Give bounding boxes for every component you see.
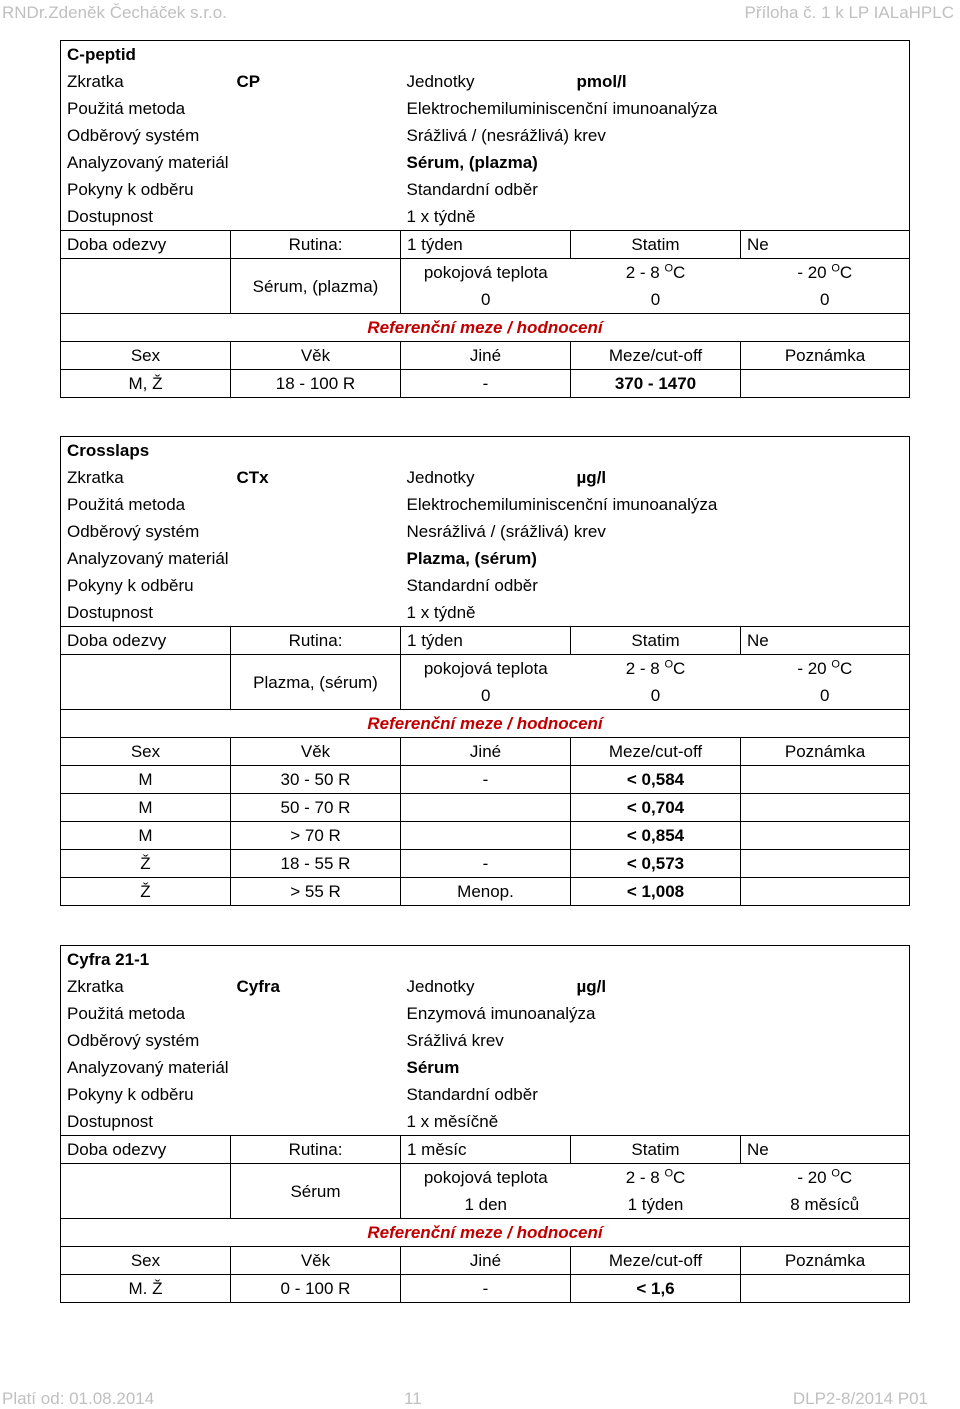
analyte-title: Cyfra 21-1	[61, 946, 401, 974]
ref-sex: Ž	[61, 878, 231, 906]
value-system: Srážlivá krev	[401, 1027, 910, 1054]
empty-cell	[61, 259, 231, 314]
analyte-table	[60, 436, 910, 906]
ref-cutoff: < 0,584	[571, 766, 741, 794]
ref-age: 0 - 100 R	[231, 1275, 401, 1303]
header-left: RNDr.Zdeněk Čecháček s.r.o.	[2, 3, 227, 22]
storage-material: Plazma, (sérum)	[231, 655, 401, 710]
value-availability: 1 x týdně	[401, 599, 910, 627]
ref-sex: Ž	[61, 850, 231, 878]
storage-room-temp-value: 1 den	[401, 1191, 571, 1219]
temp-unit: C	[839, 659, 853, 678]
table-row	[61, 370, 910, 398]
label-zkratka: Zkratka	[61, 464, 231, 491]
ref-note	[741, 370, 910, 398]
value-routine: 1 týden	[401, 231, 571, 259]
column-header-sex: Sex	[61, 1247, 231, 1275]
storage-room-temp-header: pokojová teplota	[401, 259, 571, 287]
analyte-abbr: CTx	[236, 468, 269, 487]
analyte-title: Crosslaps	[61, 437, 401, 465]
value-statim: Ne	[741, 231, 910, 259]
footer-valid-from: Platí od: 01.08.2014	[2, 1389, 155, 1408]
label-metoda: Použitá metoda	[61, 491, 401, 518]
label-doba-odezvy: Doba odezvy	[61, 231, 231, 259]
reference-heading: Referenční meze / hodnocení	[61, 1219, 910, 1247]
label-dostupnost: Dostupnost	[61, 203, 401, 231]
temp-unit: C	[839, 1168, 853, 1187]
reference-heading: Referenční meze / hodnocení	[61, 314, 910, 342]
column-header-meze: Meze/cut-off	[571, 342, 741, 370]
label-metoda: Použitá metoda	[61, 95, 401, 122]
column-header-poznamka: Poznámka	[741, 1247, 910, 1275]
label-pokyny: Pokyny k odběru	[61, 176, 401, 203]
temp-value: 2 - 8	[625, 659, 660, 678]
analyte-abbr: Cyfra	[236, 977, 280, 996]
column-header-sex: Sex	[61, 342, 231, 370]
label-jednotky: Jednotky	[406, 977, 475, 996]
degree-mark: O	[664, 658, 674, 671]
ref-note	[741, 878, 910, 906]
label-dostupnost: Dostupnost	[61, 599, 401, 627]
footer-doc-id: DLP2-8/2014 P01	[792, 1389, 928, 1408]
storage-fridge-value: 0	[571, 682, 741, 710]
storage-room-temp-value: 0	[401, 286, 571, 314]
value-material: Sérum	[401, 1054, 910, 1081]
table-row	[61, 766, 910, 794]
ref-other: -	[401, 370, 571, 398]
column-header-jine: Jiné	[401, 1247, 571, 1275]
empty-cell	[401, 437, 910, 465]
table-row	[61, 878, 910, 906]
ref-cutoff: < 0,573	[571, 850, 741, 878]
degree-mark: O	[831, 262, 840, 275]
ref-other: -	[401, 850, 571, 878]
ref-age: > 70 R	[231, 822, 401, 850]
ref-sex: M. Ž	[61, 1275, 231, 1303]
label-material: Analyzovaný materiál	[61, 545, 401, 572]
ref-cutoff: < 1,008	[571, 878, 741, 906]
analyte-abbr: CP	[236, 72, 261, 91]
ref-cutoff: 370 - 1470	[571, 370, 741, 398]
storage-fridge-value: 0	[571, 286, 741, 314]
degree-mark: O	[831, 1167, 840, 1180]
empty-cell	[61, 655, 231, 710]
ref-cutoff: < 1,6	[571, 1275, 741, 1303]
value-availability: 1 x týdně	[401, 203, 910, 231]
label-doba-odezvy: Doba odezvy	[61, 627, 231, 655]
label-statim: Statim	[571, 231, 741, 259]
storage-temp-header	[741, 259, 910, 287]
label-jednotky: Jednotky	[406, 468, 475, 487]
analyte-units: µg/l	[571, 973, 910, 1000]
empty-cell	[401, 41, 910, 69]
empty-cell	[61, 1164, 231, 1219]
column-header-vek: Věk	[231, 342, 401, 370]
column-header-jine: Jiné	[401, 342, 571, 370]
label-rutina: Rutina:	[231, 627, 401, 655]
label-material: Analyzovaný materiál	[61, 1054, 401, 1081]
ref-sex: M	[61, 822, 231, 850]
value-method: Elektrochemiluminiscenční imunoanalýza	[401, 491, 910, 518]
value-routine: 1 týden	[401, 627, 571, 655]
storage-temp-header	[741, 1164, 910, 1192]
value-availability: 1 x měsíčně	[401, 1108, 910, 1136]
label-pokyny: Pokyny k odběru	[61, 572, 401, 599]
storage-freezer-value: 0	[741, 286, 910, 314]
table-row	[61, 1275, 910, 1303]
analyte-table	[60, 40, 910, 398]
footer-page-number: 11	[404, 1389, 422, 1408]
temp-unit: C	[673, 263, 686, 282]
label-zkratka: Zkratka	[61, 973, 231, 1000]
value-statim: Ne	[741, 627, 910, 655]
value-statim: Ne	[741, 1136, 910, 1164]
storage-material: Sérum, (plazma)	[231, 259, 401, 314]
ref-other: -	[401, 1275, 571, 1303]
storage-temp-header	[571, 1164, 741, 1192]
temp-unit: C	[673, 1168, 686, 1187]
label-doba-odezvy: Doba odezvy	[61, 1136, 231, 1164]
value-method: Enzymová imunoanalýza	[401, 1000, 910, 1027]
reference-heading: Referenční meze / hodnocení	[61, 710, 910, 738]
column-header-poznamka: Poznámka	[741, 342, 910, 370]
ref-age: 18 - 100 R	[231, 370, 401, 398]
ref-cutoff: < 0,854	[571, 822, 741, 850]
label-pokyny: Pokyny k odběru	[61, 1081, 401, 1108]
value-instructions: Standardní odběr	[401, 1081, 910, 1108]
ref-sex: M	[61, 794, 231, 822]
storage-fridge-value: 1 týden	[571, 1191, 741, 1219]
value-system: Nesrážlivá / (srážlivá) krev	[401, 518, 910, 545]
header-right: Příloha č. 1 k LP IALaHPLC	[744, 3, 954, 22]
ref-sex: M	[61, 766, 231, 794]
storage-material: Sérum	[231, 1164, 401, 1219]
storage-freezer-value: 0	[741, 682, 910, 710]
temp-value: - 20	[797, 263, 827, 282]
label-dostupnost: Dostupnost	[61, 1108, 401, 1136]
label-material: Analyzovaný materiál	[61, 149, 401, 176]
value-instructions: Standardní odběr	[401, 176, 910, 203]
label-statim: Statim	[571, 627, 741, 655]
ref-note	[741, 766, 910, 794]
ref-age: 30 - 50 R	[231, 766, 401, 794]
analyte-table	[60, 945, 910, 1303]
label-system: Odběrový systém	[61, 1027, 401, 1054]
temp-value: - 20	[797, 1168, 827, 1187]
storage-room-temp-header: pokojová teplota	[401, 1164, 571, 1192]
value-material: Plazma, (sérum)	[401, 545, 910, 572]
label-system: Odběrový systém	[61, 122, 401, 149]
ref-cutoff: < 0,704	[571, 794, 741, 822]
ref-sex: M, Ž	[61, 370, 231, 398]
column-header-jine: Jiné	[401, 738, 571, 766]
column-header-poznamka: Poznámka	[741, 738, 910, 766]
label-rutina: Rutina:	[231, 231, 401, 259]
analyte-units: µg/l	[571, 464, 910, 491]
value-routine: 1 měsíc	[401, 1136, 571, 1164]
column-header-meze: Meze/cut-off	[571, 1247, 741, 1275]
temp-unit: C	[839, 263, 853, 282]
label-jednotky: Jednotky	[406, 72, 475, 91]
label-system: Odběrový systém	[61, 518, 401, 545]
degree-mark: O	[831, 658, 840, 671]
column-header-sex: Sex	[61, 738, 231, 766]
column-header-meze: Meze/cut-off	[571, 738, 741, 766]
empty-cell	[401, 946, 910, 974]
degree-mark: O	[664, 262, 674, 275]
ref-age: > 55 R	[231, 878, 401, 906]
label-rutina: Rutina:	[231, 1136, 401, 1164]
storage-temp-header	[571, 655, 741, 683]
table-row	[61, 850, 910, 878]
table-row	[61, 794, 910, 822]
ref-note	[741, 794, 910, 822]
column-header-vek: Věk	[231, 738, 401, 766]
temp-value: 2 - 8	[625, 263, 660, 282]
analyte-units: pmol/l	[571, 68, 910, 95]
value-material: Sérum, (plazma)	[401, 149, 910, 176]
ref-other: -	[401, 766, 571, 794]
ref-age: 50 - 70 R	[231, 794, 401, 822]
ref-other	[401, 822, 571, 850]
storage-temp-header	[741, 655, 910, 683]
temp-value: - 20	[797, 659, 827, 678]
storage-room-temp-value: 0	[401, 682, 571, 710]
ref-other	[401, 794, 571, 822]
storage-freezer-value: 8 měsíců	[741, 1191, 910, 1219]
storage-temp-header	[571, 259, 741, 287]
analyte-title: C-peptid	[61, 41, 401, 69]
ref-other: Menop.	[401, 878, 571, 906]
value-instructions: Standardní odběr	[401, 572, 910, 599]
ref-age: 18 - 55 R	[231, 850, 401, 878]
storage-room-temp-header: pokojová teplota	[401, 655, 571, 683]
label-metoda: Použitá metoda	[61, 1000, 401, 1027]
label-zkratka: Zkratka	[61, 68, 231, 95]
ref-note	[741, 822, 910, 850]
label-statim: Statim	[571, 1136, 741, 1164]
table-row	[61, 822, 910, 850]
ref-note	[741, 850, 910, 878]
value-method: Elektrochemiluminiscenční imunoanalýza	[401, 95, 910, 122]
value-system: Srážlivá / (nesrážlivá) krev	[401, 122, 910, 149]
degree-mark: O	[664, 1167, 674, 1180]
ref-note	[741, 1275, 910, 1303]
temp-value: 2 - 8	[625, 1168, 660, 1187]
temp-unit: C	[673, 659, 686, 678]
column-header-vek: Věk	[231, 1247, 401, 1275]
